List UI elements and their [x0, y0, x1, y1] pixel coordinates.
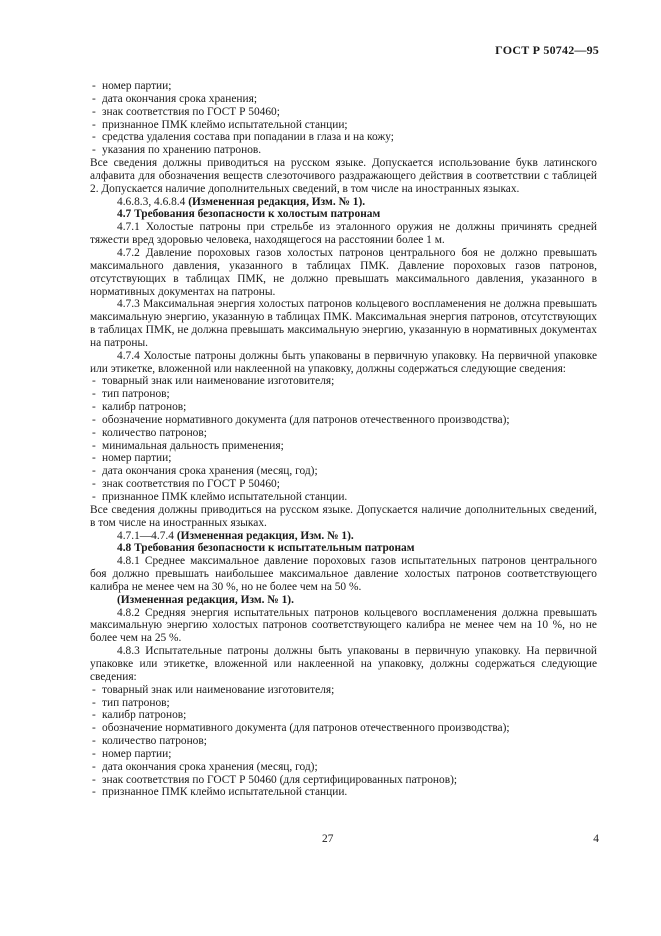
list-item: - признанное ПМК клеймо испытательной станции; [92, 118, 348, 131]
amendment-note-1: 4.6.8.3, 4.6.8.4 (Измененная редакция, Изм. № 1). [117, 195, 366, 208]
list-item: - минимальная дальность применения; [92, 439, 284, 452]
list-item: - признанное ПМК клеймо испытательной станции. [92, 491, 348, 503]
list-item: - знак соответствия по ГОСТ Р 50460; [92, 105, 280, 118]
document-header: ГОСТ Р 50742—95 [495, 43, 599, 57]
list-cartridge-info-3 [90, 684, 597, 800]
clause-4-8-3: 4.8.3 Испытательные патроны должны быть упакованы в первичную упаковку. На первичной упаковке или этикетке, вложенной или наклеенной на упаковку, должны содержаться следующие сведения: [90, 645, 597, 683]
list-item: - номер партии; [92, 80, 172, 92]
list-item: - знак соответствия по ГОСТ Р 50460 (для сертифицированных патронов); [92, 773, 458, 786]
list-item: - количество патронов; [92, 735, 207, 748]
page-number: 27 [322, 833, 334, 845]
list-item: - дата окончания срока хранения (месяц, год); [92, 465, 318, 478]
list-item: - дата окончания срока хранения; [92, 92, 257, 105]
list-item: - тип патронов; [92, 696, 170, 709]
list-item: - обозначение нормативного документа (для патронов отечественного производства); [92, 722, 510, 735]
paragraph-language-note-1: Все сведения должны приводиться на русском языке. Допускается использование букв латинского алфавита для обозначения веществ слезоточивого раздражающего действия в соответствии с таблицей 2. Допускается наличие дополнительных сведений, в том числе на иностранных языках. [90, 157, 597, 195]
list-cartridge-info-1 [90, 80, 597, 157]
clause-4-8-2: 4.8.2 Средняя энергия испытательных патронов кольцевого воспламенения должна превышать максимальную энергию холостых патронов соответствующего калибра не менее чем на 10 %, но не более чем на 25 %. [90, 606, 597, 645]
list-item: - номер партии; [92, 452, 172, 465]
list-item: - дата окончания срока хранения (месяц, год); [92, 760, 318, 773]
list-cartridge-info-2 [90, 375, 597, 503]
list-item: - средства удаления состава при попадании в глаза и на кожу; [92, 131, 394, 144]
list-item: - тип патронов; [92, 388, 170, 401]
list-item: - калибр патронов; [92, 709, 187, 722]
list-item: - калибр патронов; [92, 401, 187, 414]
section-title-4-7: 4.7 Требования безопасности к холостым патронам [117, 208, 381, 221]
list-item: - количество патронов; [92, 426, 207, 439]
list-item: - товарный знак или наименование изготовителя; [92, 375, 335, 388]
clause-4-7-1: 4.7.1 Холостые патроны при стрельбе из эталонного оружия не должны причинять средней тяжести вред здоровью человека, находящегося на расстоянии более 1 м. [90, 221, 597, 247]
list-item: - знак соответствия по ГОСТ Р 50460; [92, 478, 280, 491]
list-item: - номер партии; [92, 747, 172, 760]
amendment-note-3: (Измененная редакция, Изм. № 1). [117, 593, 294, 606]
amendment-note-2: 4.7.1—4.7.4 (Измененная редакция, Изм. № 1). [117, 529, 354, 542]
page-body [90, 80, 597, 799]
clause-4-7-2: 4.7.2 Давление пороховых газов холостых патронов центрального боя не должно превышать максимального давления, указанного в таблицах ПМК. Давление пороховых газов патронов, отсутствующих в таблицах ПМК, не должно превышать максимального давления, указанного в нормативных документах на патроны. [90, 246, 597, 298]
sheet-number: 4 [593, 833, 599, 845]
list-item: - обозначение нормативного документа (для патронов отечественного производства); [92, 413, 510, 426]
list-item: - признанное ПМК клеймо испытательной станции. [92, 786, 348, 799]
list-item: - товарный знак или наименование изготовителя; [92, 683, 335, 696]
paragraph-language-note-2: Все сведения должны приводиться на русском языке. Допускается наличие дополнительных сведений, в том числе на иностранных языках. [90, 503, 597, 529]
clause-4-8-1: 4.8.1 Среднее максимальное давление пороховых газов испытательных патронов центрального боя должно превышать наибольшее максимальное давление холостых патронов соответствующего калибра не менее чем на 30 %, но не более чем на 50 %. [90, 555, 597, 593]
section-title-4-8: 4.8 Требования безопасности к испытательным патронам [117, 542, 415, 555]
clause-4-7-3: 4.7.3 Максимальная энергия холостых патронов кольцевого воспламенения не должна превышать максимальную энергию, указанную в таблицах ПМК. Максимальная энергия патронов, отсутствующих в таблицах ПМК, не должна превышать максимальную энергию, указанную в нормативных документах на патроны. [90, 298, 597, 349]
list-item: - указания по хранению патронов. [92, 144, 262, 157]
clause-4-7-4: 4.7.4 Холостые патроны должны быть упакованы в первичную упаковку. На первичной упаковке или этикетке, вложенной или наклеенной на упаковку, должны содержаться следующие сведения: [90, 349, 597, 375]
